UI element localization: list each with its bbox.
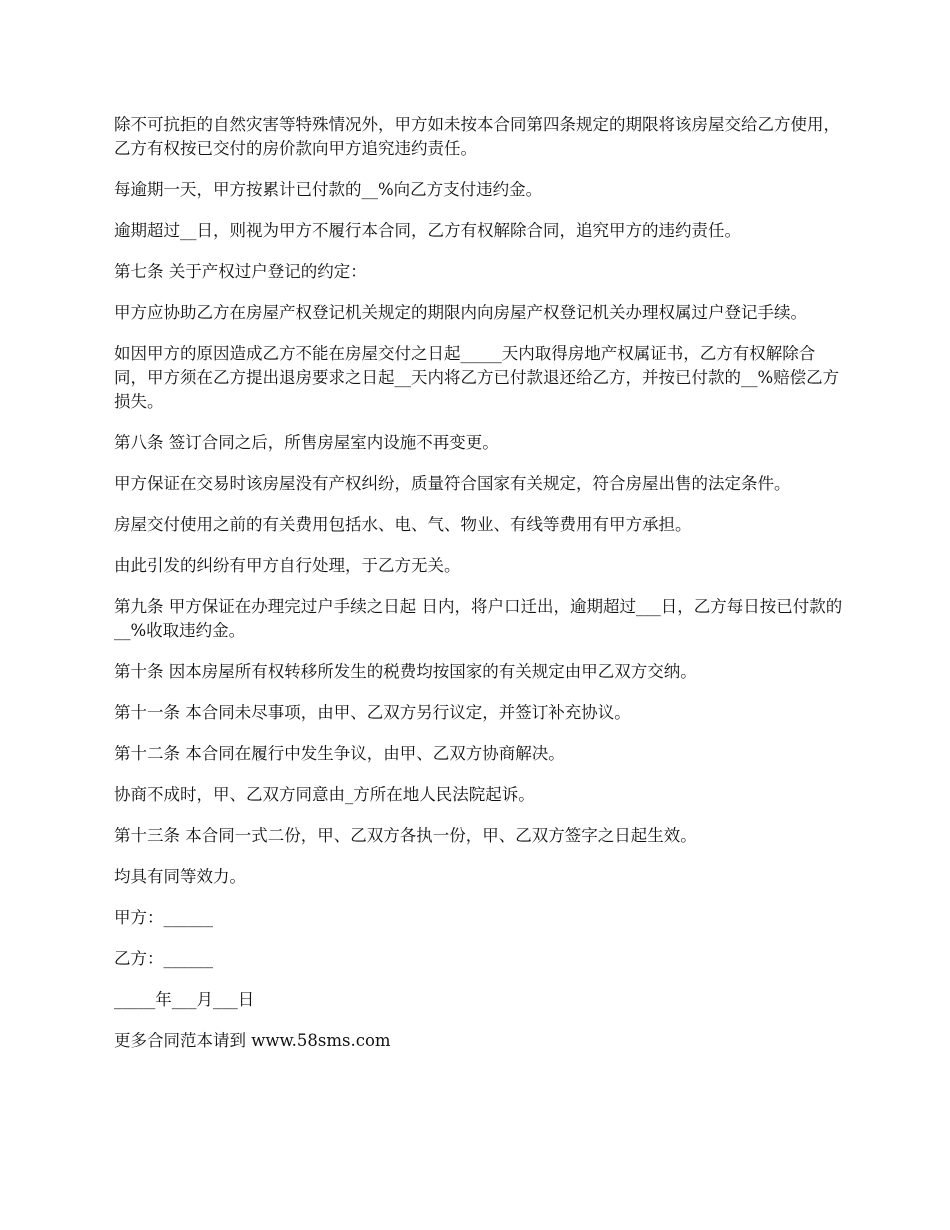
contract-body <box>114 113 844 1070</box>
clause-paragraph: 均具有同等效力。 <box>114 867 246 886</box>
clause-paragraph: 甲方应协助乙方在房屋产权登记机关规定的期限内向房屋产权登记机关办理权属过户登记手续。 <box>114 303 807 322</box>
article-11: 第十一条 本合同未尽事项，由甲、乙双方另行议定，并签订补充协议。 <box>114 703 631 722</box>
clause-paragraph: 每逾期一天，甲方按累计已付款的__%向乙方支付违约金。 <box>114 180 543 199</box>
clause-paragraph: 如因甲方的原因造成乙方不能在房屋交付之日起_____天内取得房地产权属证书，乙方有权解除合同，甲方须在乙方提出退房要求之日起__天内将乙方已付款退还给乙方，并按已付款的__%赔偿乙方损失。 <box>114 344 840 411</box>
footer-more-templates: 更多合同范本请到 www.58sms.com <box>114 1031 391 1050</box>
article-8: 第八条 签订合同之后，所售房屋室内设施不再变更。 <box>114 433 499 452</box>
article-9: 第九条 甲方保证在办理完过户手续之日起 日内，将户口迁出，逾期超过___日，乙方每日按已付款的__%收取违约金。 <box>114 597 843 640</box>
party-a-signature-line: 甲方：______ <box>114 908 213 927</box>
article-13: 第十三条 本合同一式二份，甲、乙双方各执一份，甲、乙双方签字之日起生效。 <box>114 826 697 845</box>
date-line: _____年___月___日 <box>114 990 255 1009</box>
clause-paragraph: 协商不成时，甲、乙双方同意由_方所在地人民法院起诉。 <box>114 785 535 804</box>
clause-paragraph: 逾期超过__日，则视为甲方不履行本合同，乙方有权解除合同，追究甲方的违约责任。 <box>114 221 741 240</box>
article-10: 第十条 因本房屋所有权转移所发生的税费均按国家的有关规定由甲乙双方交纳。 <box>114 662 697 681</box>
article-12: 第十二条 本合同在履行中发生争议，由甲、乙双方协商解决。 <box>114 744 565 763</box>
clause-paragraph: 房屋交付使用之前的有关费用包括水、电、气、物业、有线等费用有甲方承担。 <box>114 515 692 534</box>
clause-paragraph: 除不可抗拒的自然灾害等特殊情况外，甲方如未按本合同第四条规定的期限将该房屋交给乙方使用，乙方有权按已交付的房价款向甲方追究违约责任。 <box>114 115 840 158</box>
party-b-signature-line: 乙方：______ <box>114 949 213 968</box>
clause-paragraph: 甲方保证在交易时该房屋没有产权纠纷，质量符合国家有关规定，符合房屋出售的法定条件。 <box>114 474 791 493</box>
clause-paragraph: 由此引发的纠纷有甲方自行处理，于乙方无关。 <box>114 556 461 575</box>
article-heading-7: 第七条 关于产权过户登记的约定： <box>114 262 367 281</box>
